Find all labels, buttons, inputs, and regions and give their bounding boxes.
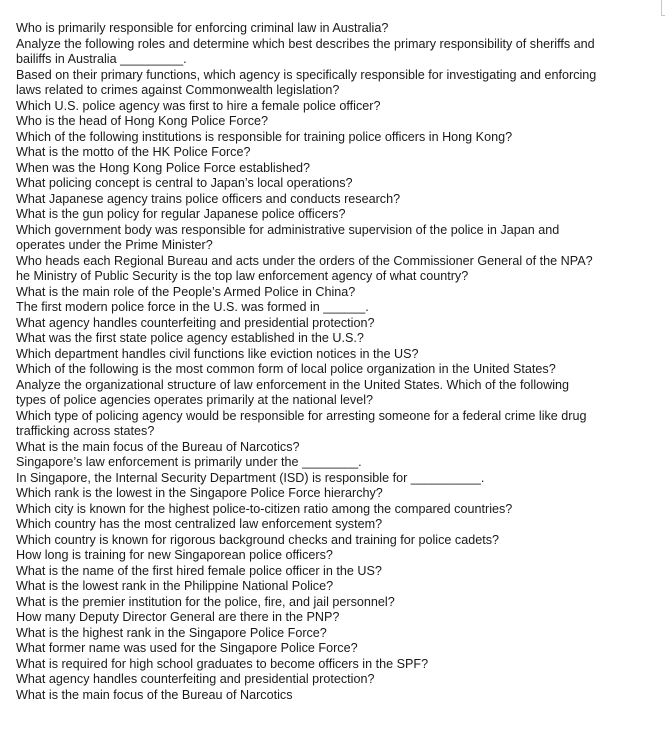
question-line: Who heads each Regional Bureau and acts under the orders of the Commissioner General of the NPA? [16,253,593,268]
question-line: Which city is known for the highest police-to-citizen ratio among the compared countries? [16,501,513,516]
question-line: How long is training for new Singaporean police officers? [16,548,333,562]
question-line: Which department handles civil functions like eviction notices in the US? [16,346,419,361]
question-line: he Ministry of Public Security is the top law enforcement agency of what country? [16,269,469,283]
question-line: types of police agencies operates primarily at the national level? [16,393,374,407]
question-line: What is required for high school graduates to become officers in the SPF? [16,656,429,671]
question-line: operates under the Prime Minister? [16,238,213,252]
question-line: Which of the following institutions is responsible for training police officers in Hong Kong? [16,129,513,144]
question-line: What former name was used for the Singapore Police Force? [16,641,358,655]
question-line: What is the premier institution for the police, fire, and jail personnel? [16,594,395,609]
question-line: Analyze the following roles and determine which best describes the primary responsibility of sheriffs and [16,36,595,51]
question-line: In Singapore, the Internal Security Department (ISD) is responsible for __________. [16,470,485,485]
question-line: laws related to crimes against Commonwealth legislation? [16,83,340,97]
question-line: Based on their primary functions, which agency is specifically responsible for investigating and enforcing [16,67,597,82]
question-line: Which country is known for rigorous background checks and training for police cadets? [16,532,500,547]
question-line: Which government body was responsible for administrative supervision of the police in Japan and [16,222,560,237]
question-line: trafficking across states? [16,424,155,438]
question-line: What was the first state police agency established in the U.S.? [16,331,364,345]
question-line: What agency handles counterfeiting and presidential protection? [16,315,375,330]
question-line: What is the highest rank in the Singapore Police Force? [16,625,327,640]
question-line: Analyze the organizational structure of law enforcement in the United States. Which of the following [16,377,570,392]
question-line: What is the main focus of the Bureau of Narcotics? [16,439,300,454]
question-line: What is the main focus of the Bureau of Narcotics [16,687,293,702]
question-line: What is the name of the first hired female police officer in the US? [16,563,382,578]
page-edge-mark [661,0,665,16]
question-line: What agency handles counterfeiting and presidential protection? [16,672,375,686]
question-line: How many Deputy Director General are there in the PNP? [16,610,340,624]
question-line: Which country has the most centralized law enforcement system? [16,517,383,531]
question-line: The first modern police force in the U.S. was formed in ______. [16,300,369,314]
question-line: bailiffs in Australia _________. [16,52,187,66]
question-line: Who is the head of Hong Kong Police Force? [16,114,269,128]
question-line: Which U.S. police agency was first to hire a female police officer? [16,98,381,113]
question-line: Who is primarily responsible for enforcing criminal law in Australia? [16,21,389,35]
question-line: What is the lowest rank in the Philippine National Police? [16,579,334,593]
question-line: What is the gun policy for regular Japanese police officers? [16,207,346,221]
question-line: What Japanese agency trains police officers and conducts research? [16,191,401,206]
question-line: When was the Hong Kong Police Force established? [16,160,311,175]
question-line: Which type of policing agency would be responsible for arresting someone for a federal crime like drug [16,408,587,423]
question-list [16,21,661,703]
question-line: What is the motto of the HK Police Force? [16,145,251,159]
question-line: Which of the following is the most common form of local police organization in the United States? [16,362,556,376]
question-line: Singapore’s law enforcement is primarily under the ________. [16,455,362,469]
question-line: What policing concept is central to Japan’s local operations? [16,176,353,190]
question-line: What is the main role of the People’s Armed Police in China? [16,284,356,299]
question-line: Which rank is the lowest in the Singapore Police Force hierarchy? [16,486,383,500]
